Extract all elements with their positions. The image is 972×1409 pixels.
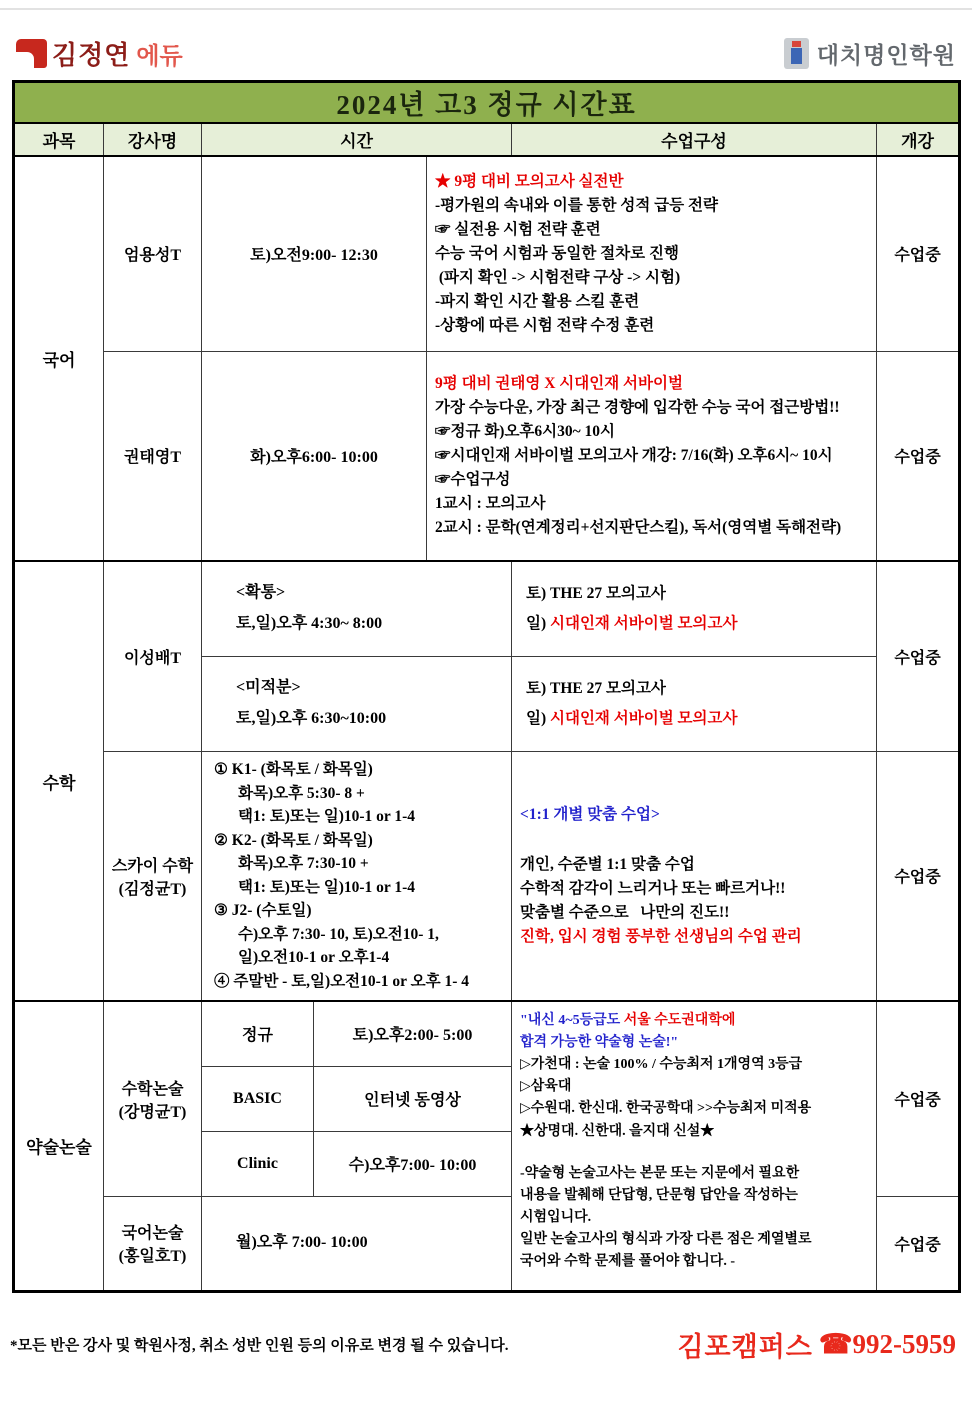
time-line: 택1: 토)또는 일)10-1 or 1-4 — [238, 878, 416, 896]
comp-line: ☞정규 화)오후6시30~ 10시 — [435, 422, 616, 440]
comp-line: -약술형 논술고사는 본문 또는 지문에서 필요한 — [520, 1165, 800, 1181]
time-line: 화목)오후 7:30-10 + — [238, 855, 369, 873]
cell-time-hong: 월)오후 7:00- 10:00 — [202, 1196, 512, 1291]
comp-line: 1교시 : 모의고사 — [435, 494, 546, 512]
comp-line: ▷수원대. 한신대. 한국공학대 >>수능최저 미적용 — [520, 1101, 812, 1117]
col-header-time: 시간 — [202, 123, 512, 156]
comp-line: 수능 국어 시험과 동일한 절차로 진행 — [435, 244, 679, 262]
cell-opening-hong: 수업중 — [877, 1196, 960, 1291]
kimjeongyeon-logo-icon — [16, 39, 47, 68]
cell-class-type: BASIC — [202, 1066, 314, 1131]
cell-subject-korean: 국어 — [14, 156, 104, 561]
time-line: 택1: 토)또는 일)10-1 or 1-4 — [238, 808, 416, 826]
comp-line: 수학적 감각이 느리거나 또는 빠르거나!! — [520, 879, 786, 897]
comp-line: 가장 수능다운, 가장 최근 경향에 입각한 수능 국어 접근방법!! — [435, 398, 840, 416]
time-label: <미적분> — [236, 679, 301, 697]
comp-line-title: 9평 대비 권태영 X 시대인재 서바이벌 — [435, 374, 683, 392]
time-line: ② K2- (화목토 / 화목일) — [214, 831, 373, 849]
cell-time-lee-calc — [202, 656, 512, 751]
comp-line-title: ★ 9평 대비 모의고사 실전반 — [435, 172, 624, 190]
comp-line: -평가원의 속내와 이를 통한 성적 급등 전략 — [435, 196, 718, 214]
comp-line: (파지 확인 -> 시험전략 구상 -> 시험) — [435, 268, 681, 286]
time-label: <확통> — [236, 584, 286, 602]
comp-line: 토) THE 27 모의고사 — [526, 585, 666, 603]
col-header-teacher: 강사명 — [104, 123, 202, 156]
cell-teacher-lee: 이성배T — [104, 561, 202, 751]
cell-comp-essay — [512, 1001, 877, 1291]
cell-opening-kwon: 수업중 — [877, 351, 960, 561]
comp-line: 일반 논술고사의 형식과 가장 다른 점은 계열별로 — [520, 1231, 812, 1247]
comp-line: 국어와 수학 문제를 풀어야 합니다. - — [520, 1254, 735, 1270]
footer-note: *모든 반은 강사 및 학원사정, 취소 성반 인원 등의 이유로 변경 될 수 있습니다. — [10, 1337, 509, 1354]
comp-line: 일) 시대인재 서바이벌 모의고사 — [526, 709, 738, 727]
brand-suffix: 에듀 — [136, 43, 183, 70]
cell-opening-lee: 수업중 — [877, 561, 960, 751]
cell-comp-lee-prob — [512, 561, 877, 656]
cell-class-type: Clinic — [202, 1131, 314, 1196]
cell-time-essay-basic: 인터넷 동영상 — [314, 1066, 512, 1131]
time-line: 일)오전10-1 or 오후1-4 — [238, 949, 390, 967]
cell-teacher-kang: 수학논술 (강명균T) — [104, 1001, 202, 1196]
footer — [0, 1325, 972, 1364]
comp-line-head: "내신 4~5등급도 서울 수도권대학에 — [520, 1013, 736, 1028]
phone-number: ☎992-5959 — [818, 1328, 956, 1359]
col-header-composition: 수업구성 — [512, 123, 877, 156]
kimjeongyeon-edu-logo — [16, 35, 183, 72]
cell-time-eom: 토)오전9:00- 12:30 — [202, 156, 427, 351]
cell-teacher-eom: 엄용성T — [104, 156, 202, 351]
comp-line: 진학, 입시 경험 풍부한 선생님의 수업 관리 — [520, 927, 802, 945]
cell-comp-eom — [427, 156, 877, 351]
cell-opening-kang: 수업중 — [877, 1001, 960, 1196]
time-line: 화목)오후 5:30- 8 + — [238, 784, 365, 802]
time-value: 토,일)오후 4:30~ 8:00 — [236, 614, 383, 632]
comp-line: 맞춤별 수준으로 나만의 진도!! — [520, 903, 730, 921]
time-line: 수)오후 7:30- 10, 토)오전10- 1, — [238, 925, 439, 943]
comp-line: 내용을 발췌해 단답형, 단문형 답안을 작성하는 — [520, 1187, 798, 1203]
cell-teacher-kwon: 권태영T — [104, 351, 202, 561]
comp-line: 2교시 : 문학(연계정리+선지판단스킬), 독서(영역별 독해전략) — [435, 518, 842, 536]
cell-teacher-sky: 스카이 수학 (김정균T) — [104, 751, 202, 1001]
comp-line: -파지 확인 시간 활용 스킬 훈련 — [435, 292, 640, 310]
cell-time-sky — [202, 751, 512, 1001]
comp-line-head: 합격 가능한 약술형 논술!" — [520, 1035, 679, 1051]
comp-line: ☞시대인재 서바이벌 모의고사 개강: 7/16(화) 오후6시~ 10시 — [435, 446, 833, 464]
brand-name: 김정연 — [52, 40, 131, 70]
page-top-edge — [0, 8, 972, 10]
cell-comp-sky — [512, 751, 877, 1001]
comp-line: -상황에 따른 시험 전략 수정 훈련 — [435, 316, 655, 334]
comp-line: ★상명대. 신한대. 을지대 신설★ — [520, 1123, 715, 1139]
cell-subject-essay: 약술논술 — [14, 1001, 104, 1291]
comp-line: 일) 시대인재 서바이벌 모의고사 — [526, 614, 738, 632]
header-bar — [0, 0, 972, 80]
cell-comp-lee-calc — [512, 656, 877, 751]
footer-contact — [677, 1325, 956, 1364]
academy-name: 대치명인학원 — [816, 41, 956, 68]
col-header-subject: 과목 — [14, 123, 104, 156]
comp-line: ▷가천대 : 논술 100% / 수능최저 1개영역 3등급 — [520, 1057, 803, 1073]
daechi-myeongin-logo — [784, 37, 956, 70]
time-line: ④ 주말반 - 토,일)오전10-1 or 오후 1- 4 — [214, 972, 470, 990]
cell-comp-kwon — [427, 351, 877, 561]
campus-name: 김포캠퍼스 — [677, 1331, 813, 1362]
comp-line: ☞ 실전용 시험 전략 훈련 — [435, 220, 601, 238]
cell-opening-sky: 수업중 — [877, 751, 960, 1001]
comp-line: 개인, 수준별 1:1 맞춤 수업 — [520, 855, 695, 873]
cell-time-essay-clinic: 수)오후7:00- 10:00 — [314, 1131, 512, 1196]
cell-teacher-hong: 국어논술 (홍일호T) — [104, 1196, 202, 1291]
cell-time-kwon: 화)오후6:00- 10:00 — [202, 351, 427, 561]
col-header-opening: 개강 — [877, 123, 960, 156]
comp-line-title: <1:1 개별 맞춤 수업> — [520, 805, 660, 823]
comp-line: 시험입니다. — [520, 1209, 592, 1225]
daechi-myeongin-logo-icon — [784, 38, 809, 69]
comp-line: ▷삼육대 — [520, 1079, 572, 1095]
table-title: 2024년 고3 정규 시간표 — [14, 82, 960, 124]
cell-subject-math: 수학 — [14, 561, 104, 1001]
comp-line: ☞수업구성 — [435, 470, 511, 488]
comp-line: 토) THE 27 모의고사 — [526, 680, 666, 698]
time-line: ③ J2- (수토일) — [214, 902, 312, 920]
time-value: 토,일)오후 6:30~10:00 — [236, 709, 387, 727]
cell-time-essay-regular: 토)오후2:00- 5:00 — [314, 1001, 512, 1066]
cell-class-type: 정규 — [202, 1001, 314, 1066]
cell-opening-eom: 수업중 — [877, 156, 960, 351]
cell-time-lee-prob — [202, 561, 512, 656]
time-line: ① K1- (화목토 / 화목일) — [214, 761, 373, 779]
timetable — [12, 80, 961, 1293]
